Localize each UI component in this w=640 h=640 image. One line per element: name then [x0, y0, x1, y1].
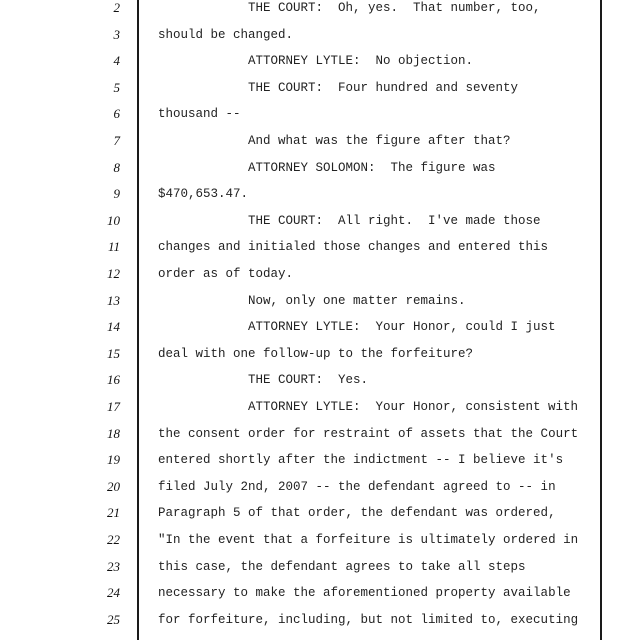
line-number: 7 [113, 133, 120, 148]
transcript-line [0, 211, 640, 231]
line-text: THE COURT: Oh, yes. That number, too, [248, 1, 541, 15]
line-text: deal with one follow-up to the forfeiture? [158, 346, 474, 361]
line-text: ATTORNEY SOLOMON: The figure was [248, 160, 496, 175]
line-text: $470,653.47. [158, 187, 249, 202]
transcript-line [0, 78, 640, 98]
line-text: filed July 2nd, 2007 -- the defendant agreed to -- in [158, 479, 556, 494]
transcript-line [0, 317, 640, 337]
line-text: the consent order for restraint of assets that the Court [158, 426, 579, 441]
line-text: entered shortly after the indictment -- I believe it's [158, 453, 564, 468]
line-text: THE COURT: Yes. [248, 373, 369, 388]
line-text: ATTORNEY LYTLE: Your Honor, could I just [248, 320, 556, 335]
transcript-line [0, 424, 640, 444]
line-number: 17 [107, 399, 120, 414]
line-text: THE COURT: Four hundred and seventy [248, 80, 519, 95]
line-number: 11 [107, 239, 120, 255]
line-text: should be changed. [158, 27, 294, 42]
transcript-line [0, 25, 640, 45]
transcript-line [0, 184, 640, 204]
transcript-line [0, 51, 640, 71]
line-number: 19 [107, 452, 120, 468]
line-number: 22 [107, 532, 120, 547]
line-number: 25 [107, 611, 120, 627]
line-text: Paragraph 5 of that order, the defendant was ordered, [158, 506, 556, 521]
line-text: And what was the figure after that? [248, 134, 511, 148]
transcript-line [0, 450, 640, 470]
line-text: THE COURT: All right. I've made those [248, 213, 541, 228]
transcript-line [0, 0, 640, 18]
transcript-line [0, 557, 640, 577]
line-number: 14 [107, 319, 120, 335]
line-text: ATTORNEY LYTLE: No objection. [248, 54, 474, 69]
line-number: 20 [107, 478, 120, 494]
line-number: 2 [113, 0, 120, 15]
line-number: 4 [113, 53, 120, 69]
line-number: 16 [107, 372, 120, 388]
transcript-line [0, 158, 640, 178]
transcript-line [0, 131, 640, 151]
transcript-line [0, 530, 640, 550]
line-number: 6 [113, 106, 120, 122]
line-text: necessary to make the aforementioned property available [158, 586, 571, 601]
line-text: "In the event that a forfeiture is ultimately ordered in [158, 533, 579, 547]
transcript-line [0, 397, 640, 417]
transcript-line [0, 610, 640, 630]
line-number: 24 [107, 585, 120, 601]
transcript-line [0, 291, 640, 311]
line-number: 5 [113, 79, 120, 95]
transcript-line [0, 583, 640, 603]
transcript-line [0, 344, 640, 364]
line-number: 9 [113, 186, 120, 202]
line-number: 12 [107, 266, 120, 281]
line-text: Now, only one matter remains. [248, 293, 466, 308]
transcript-line [0, 477, 640, 497]
line-text: this case, the defendant agrees to take all steps [158, 559, 526, 574]
line-number: 18 [107, 425, 120, 441]
line-number: 15 [107, 345, 120, 361]
transcript-line [0, 264, 640, 284]
line-number: 13 [107, 292, 120, 308]
line-text: for forfeiture, including, but not limited to, executing [158, 612, 579, 627]
line-text: changes and initialed those changes and entered this [158, 240, 549, 255]
transcript-line [0, 104, 640, 124]
line-number: 10 [107, 212, 120, 228]
line-text: ATTORNEY LYTLE: Your Honor, consistent with [248, 400, 579, 414]
line-number: 3 [113, 26, 120, 42]
line-number: 8 [113, 159, 120, 175]
line-text: order as of today. [158, 267, 294, 281]
line-text: thousand -- [158, 107, 241, 122]
transcript-line [0, 503, 640, 523]
line-number: 21 [107, 505, 120, 521]
line-number: 23 [107, 558, 120, 574]
transcript-line [0, 237, 640, 257]
transcript-line [0, 370, 640, 390]
